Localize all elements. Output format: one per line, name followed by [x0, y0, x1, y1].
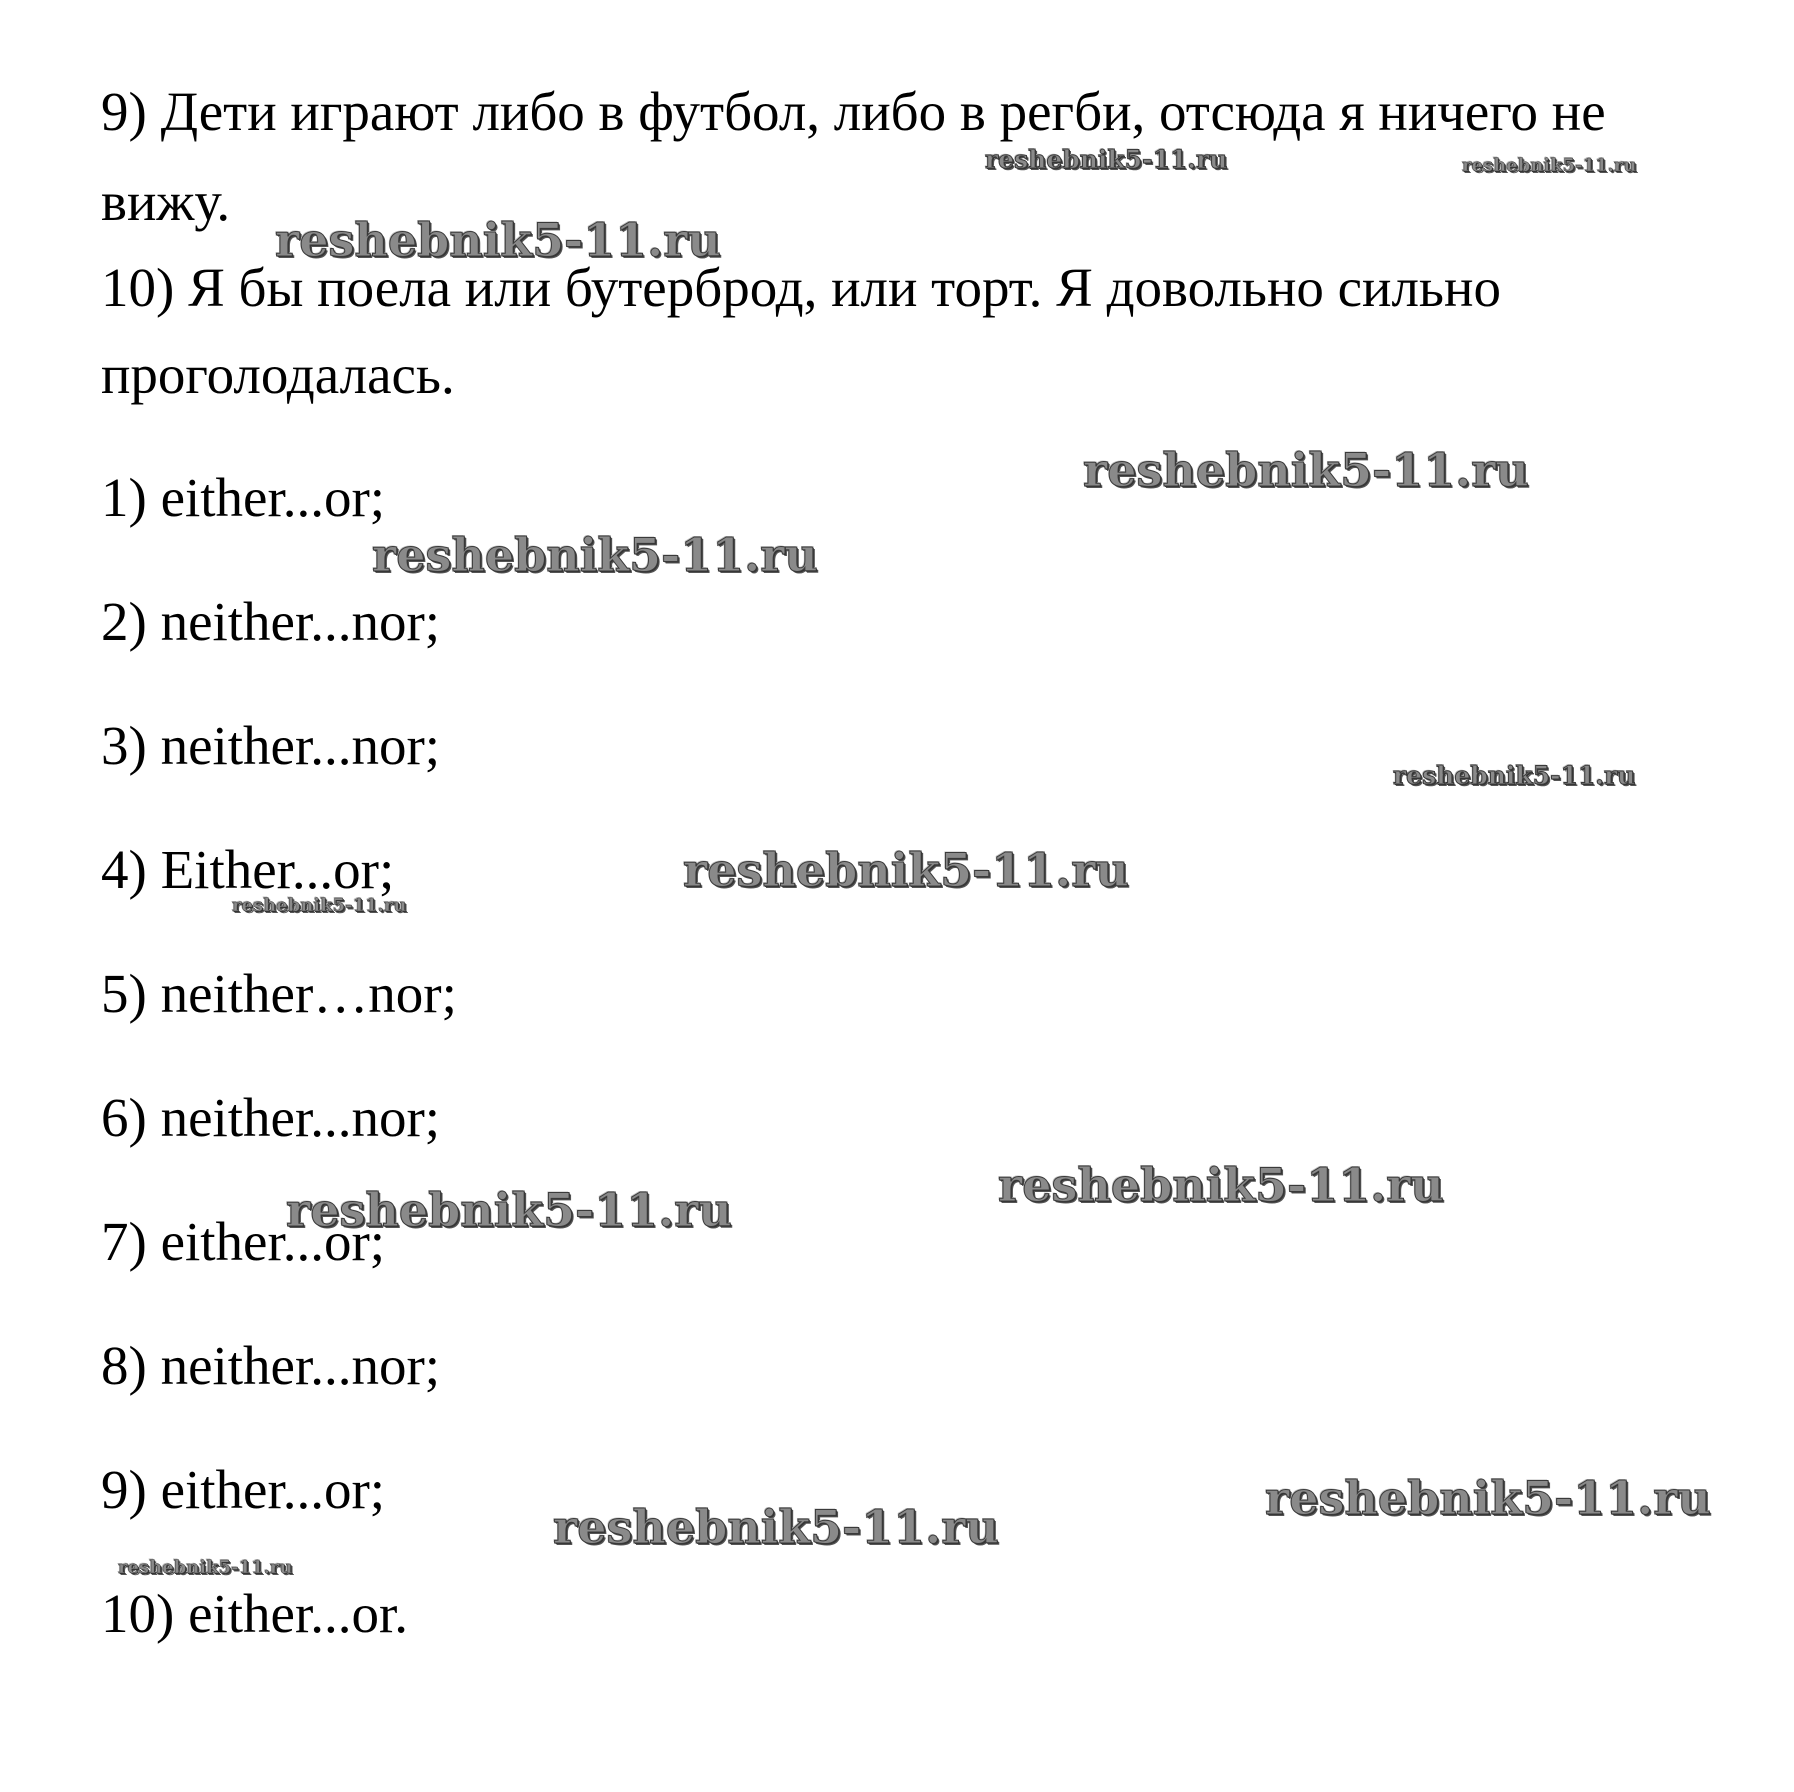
watermark: reshebnik5-11.ru: [553, 1500, 999, 1554]
answer-10: 10) either...or.: [101, 1583, 409, 1644]
translation-9-line-2: вижу.: [101, 171, 231, 232]
answer-8: 8) neither...nor;: [101, 1335, 441, 1396]
watermark: reshebnik5-11.ru: [1083, 443, 1529, 497]
answer-4: 4) Either...or;: [101, 839, 395, 900]
watermark: reshebnik5-11.ru: [985, 145, 1228, 174]
watermark: reshebnik5-11.ru: [1462, 155, 1637, 176]
watermark: reshebnik5-11.ru: [683, 843, 1129, 897]
watermark: reshebnik5-11.ru: [286, 1183, 732, 1237]
answer-1: 1) either...or;: [101, 467, 386, 528]
watermark: reshebnik5-11.ru: [118, 1557, 293, 1578]
answer-6: 6) neither...nor;: [101, 1087, 441, 1148]
answer-7: 7) either...or;: [101, 1211, 386, 1272]
answer-3: 3) neither...nor;: [101, 715, 441, 776]
translation-10-line-2: проголодалась.: [101, 344, 455, 405]
watermark: reshebnik5-11.ru: [372, 528, 818, 582]
answer-9: 9) either...or;: [101, 1459, 386, 1520]
watermark: reshebnik5-11.ru: [232, 895, 407, 916]
answer-2: 2) neither...nor;: [101, 591, 441, 652]
watermark: reshebnik5-11.ru: [1393, 761, 1636, 790]
translation-9-line-1: 9) Дети играют либо в футбол, либо в регби, отсюда я ничего не: [101, 81, 1606, 142]
watermark: reshebnik5-11.ru: [275, 213, 721, 267]
answer-5: 5) neither…nor;: [101, 963, 457, 1024]
watermark: reshebnik5-11.ru: [998, 1158, 1444, 1212]
watermark: reshebnik5-11.ru: [1265, 1471, 1711, 1525]
translation-10-line-1: 10) Я бы поела или бутерброд, или торт. Я довольно сильно: [101, 257, 1501, 318]
